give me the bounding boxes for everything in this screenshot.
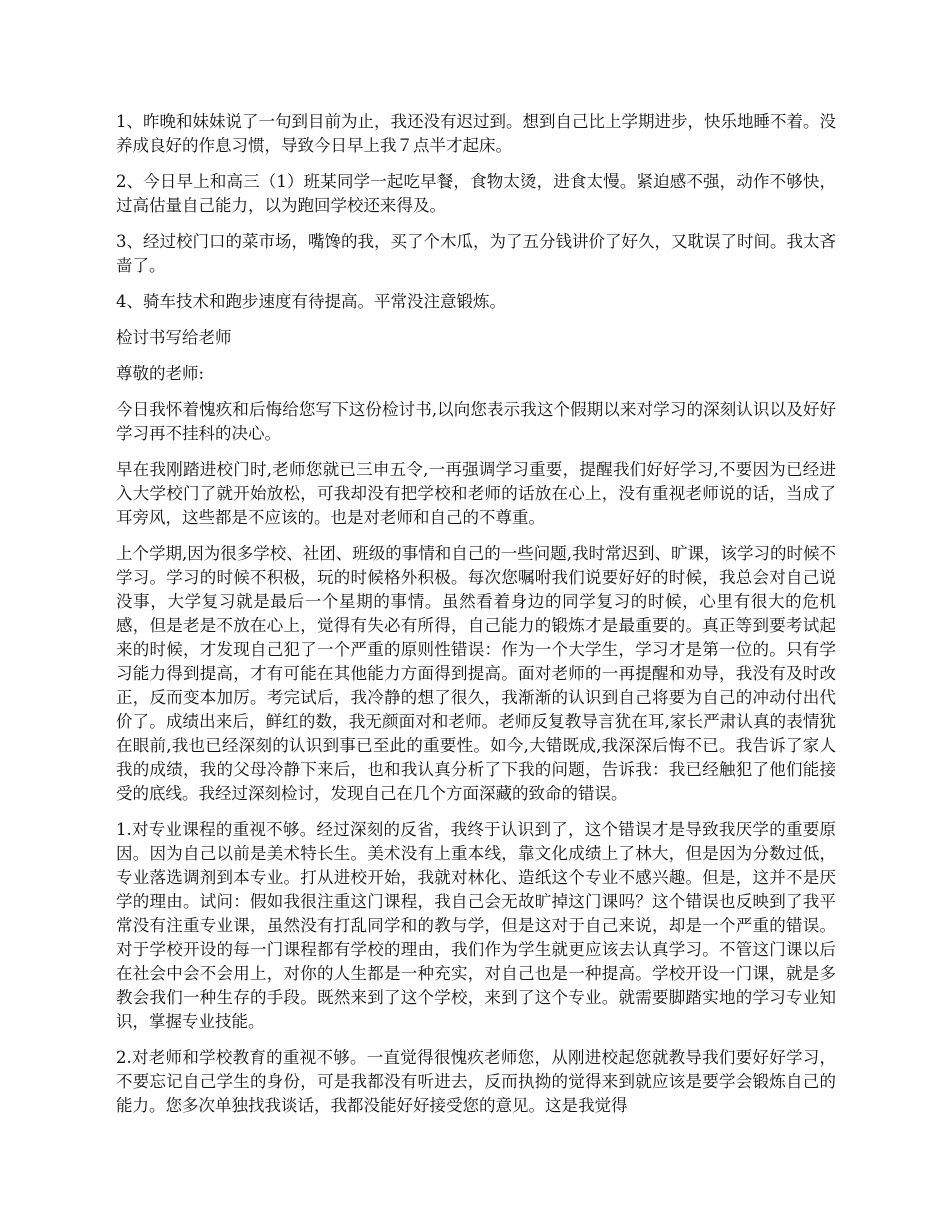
paragraph-background: 早在我刚踏进校门时,老师您就已三申五令,一再强调学习重要，提醒我们好好学习,不要因为已经进入大学校门了就开始放松，可我却没有把学校和老师的话放在心上，没有重视老师说的话，当成了耳旁风，这些都是不应该的。也是对老师和自己的不尊重。 (116, 460, 836, 527)
section-heading: 检讨书写给老师 (116, 328, 232, 347)
paragraph-last-semester: 上个学期,因为很多学校、社团、班级的事情和自己的一些问题,我时常迟到、旷课，该学习的时候不学习。学习的时候不积极，玩的时候格外积极。每次您嘱咐我们说要好好的时候，我总会对自己说没事，大学复习就是最后一个星期的事情。虽然看着身边的同学复习的时候，心里有很大的危机感，但是老是不放在心上，觉得有失必有所得，自己能力的锻炼才是最重要的。真正等到要考试起来的时候，才发现自己犯了一个严重的原则性错误：作为一个大学生，学习才是第一位的。只有学习能力得到提高，才有可能在其他能力方面得到提高。面对老师的一再提醒和劝导，我没有及时改正，反而变本加厉。考完试后，我冷静的想了很久，我渐渐的认识到自己将要为自己的冲动付出代价了。成绩出来后，鲜红的数，我无颜面对和老师。老师反复教导言犹在耳,家长严肃认真的表情犹在眼前,我也已经深刻的认识到事已至此的重要性。如今,大错既成,我深深后悔不已。我告诉了家人我的成绩，我的父母冷静下来后，也和我认真分析了下我的问题，告诉我：我已经触犯了他们能接受的底线。我经过深刻检讨，发现自己在几个方面深藏的致命的错误。 (116, 544, 836, 803)
document-body (116, 110, 836, 1130)
paragraph-item-2: 2、今日早上和高三（1）班某同学一起吃早餐，食物太烫，进食太慢。紧迫感不强，动作不够快，过高估量自己能力，以为跑回学校还来得及。 (116, 172, 836, 215)
paragraph-point-2: 2.对老师和学校教育的重视不够。一直觉得很愧疚老师您，从刚进校起您就教导我们要好好学习，不要忘记自己学生的身份，可是我都没有听进去，反而执拗的觉得来到就应该是要学会锻炼自己的能力。您多次单独找我谈话，我都没能好好接受您的意见。这是我觉得 (116, 1048, 836, 1115)
paragraph-item-1: 1、昨晚和妹妹说了一句到目前为止，我还没有迟过到。想到自己比上学期进步，快乐地睡不着。没养成良好的作息习惯，导致今日早上我７点半才起床。 (116, 112, 836, 155)
paragraph-item-4: 4、骑车技术和跑步速度有待提高。平常没注意锻炼。 (116, 292, 506, 311)
salutation: 尊敬的老师: (116, 364, 205, 383)
paragraph-intro: 今日我怀着愧疚和后悔给您写下这份检讨书,以向您表示我这个假期以来对学习的深刻认识以及好好学习再不挂科的决心。 (116, 400, 836, 443)
paragraph-item-3: 3、经过校门口的菜市场，嘴馋的我，买了个木瓜，为了五分钱讲价了好久，又耽误了时间。我太吝啬了。 (116, 232, 836, 275)
paragraph-point-1: 1.对专业课程的重视不够。经过深刻的反省，我终于认识到了，这个错误才是导致我厌学的重要原因。因为自己以前是美术特长生。美术没有上重本线，靠文化成绩上了林大，但是因为分数过低，专业落选调剂到本专业。打从进校开始，我就对林化、造纸这个专业不感兴趣。但是，这并不是厌学的理由。试问：假如我很注重这门课程，我自己会无故旷掉这门课吗？这个错误也反映到了我平常没有注重专业课，虽然没有打乱同学和的教与学，但是这对于自己来说，却是一个严重的错误。对于学校开设的每一门课程都有学校的理由，我们作为学生就更应该去认真学习。不管这门课以后在社会中会不会用上，对你的人生都是一种充实，对自己也是一种提高。学校开设一门课，就是多教会我们一种生存的手段。既然来到了这个学校，来到了这个专业。就需要脚踏实地的学习专业知识，掌握专业技能。 (116, 820, 836, 1031)
